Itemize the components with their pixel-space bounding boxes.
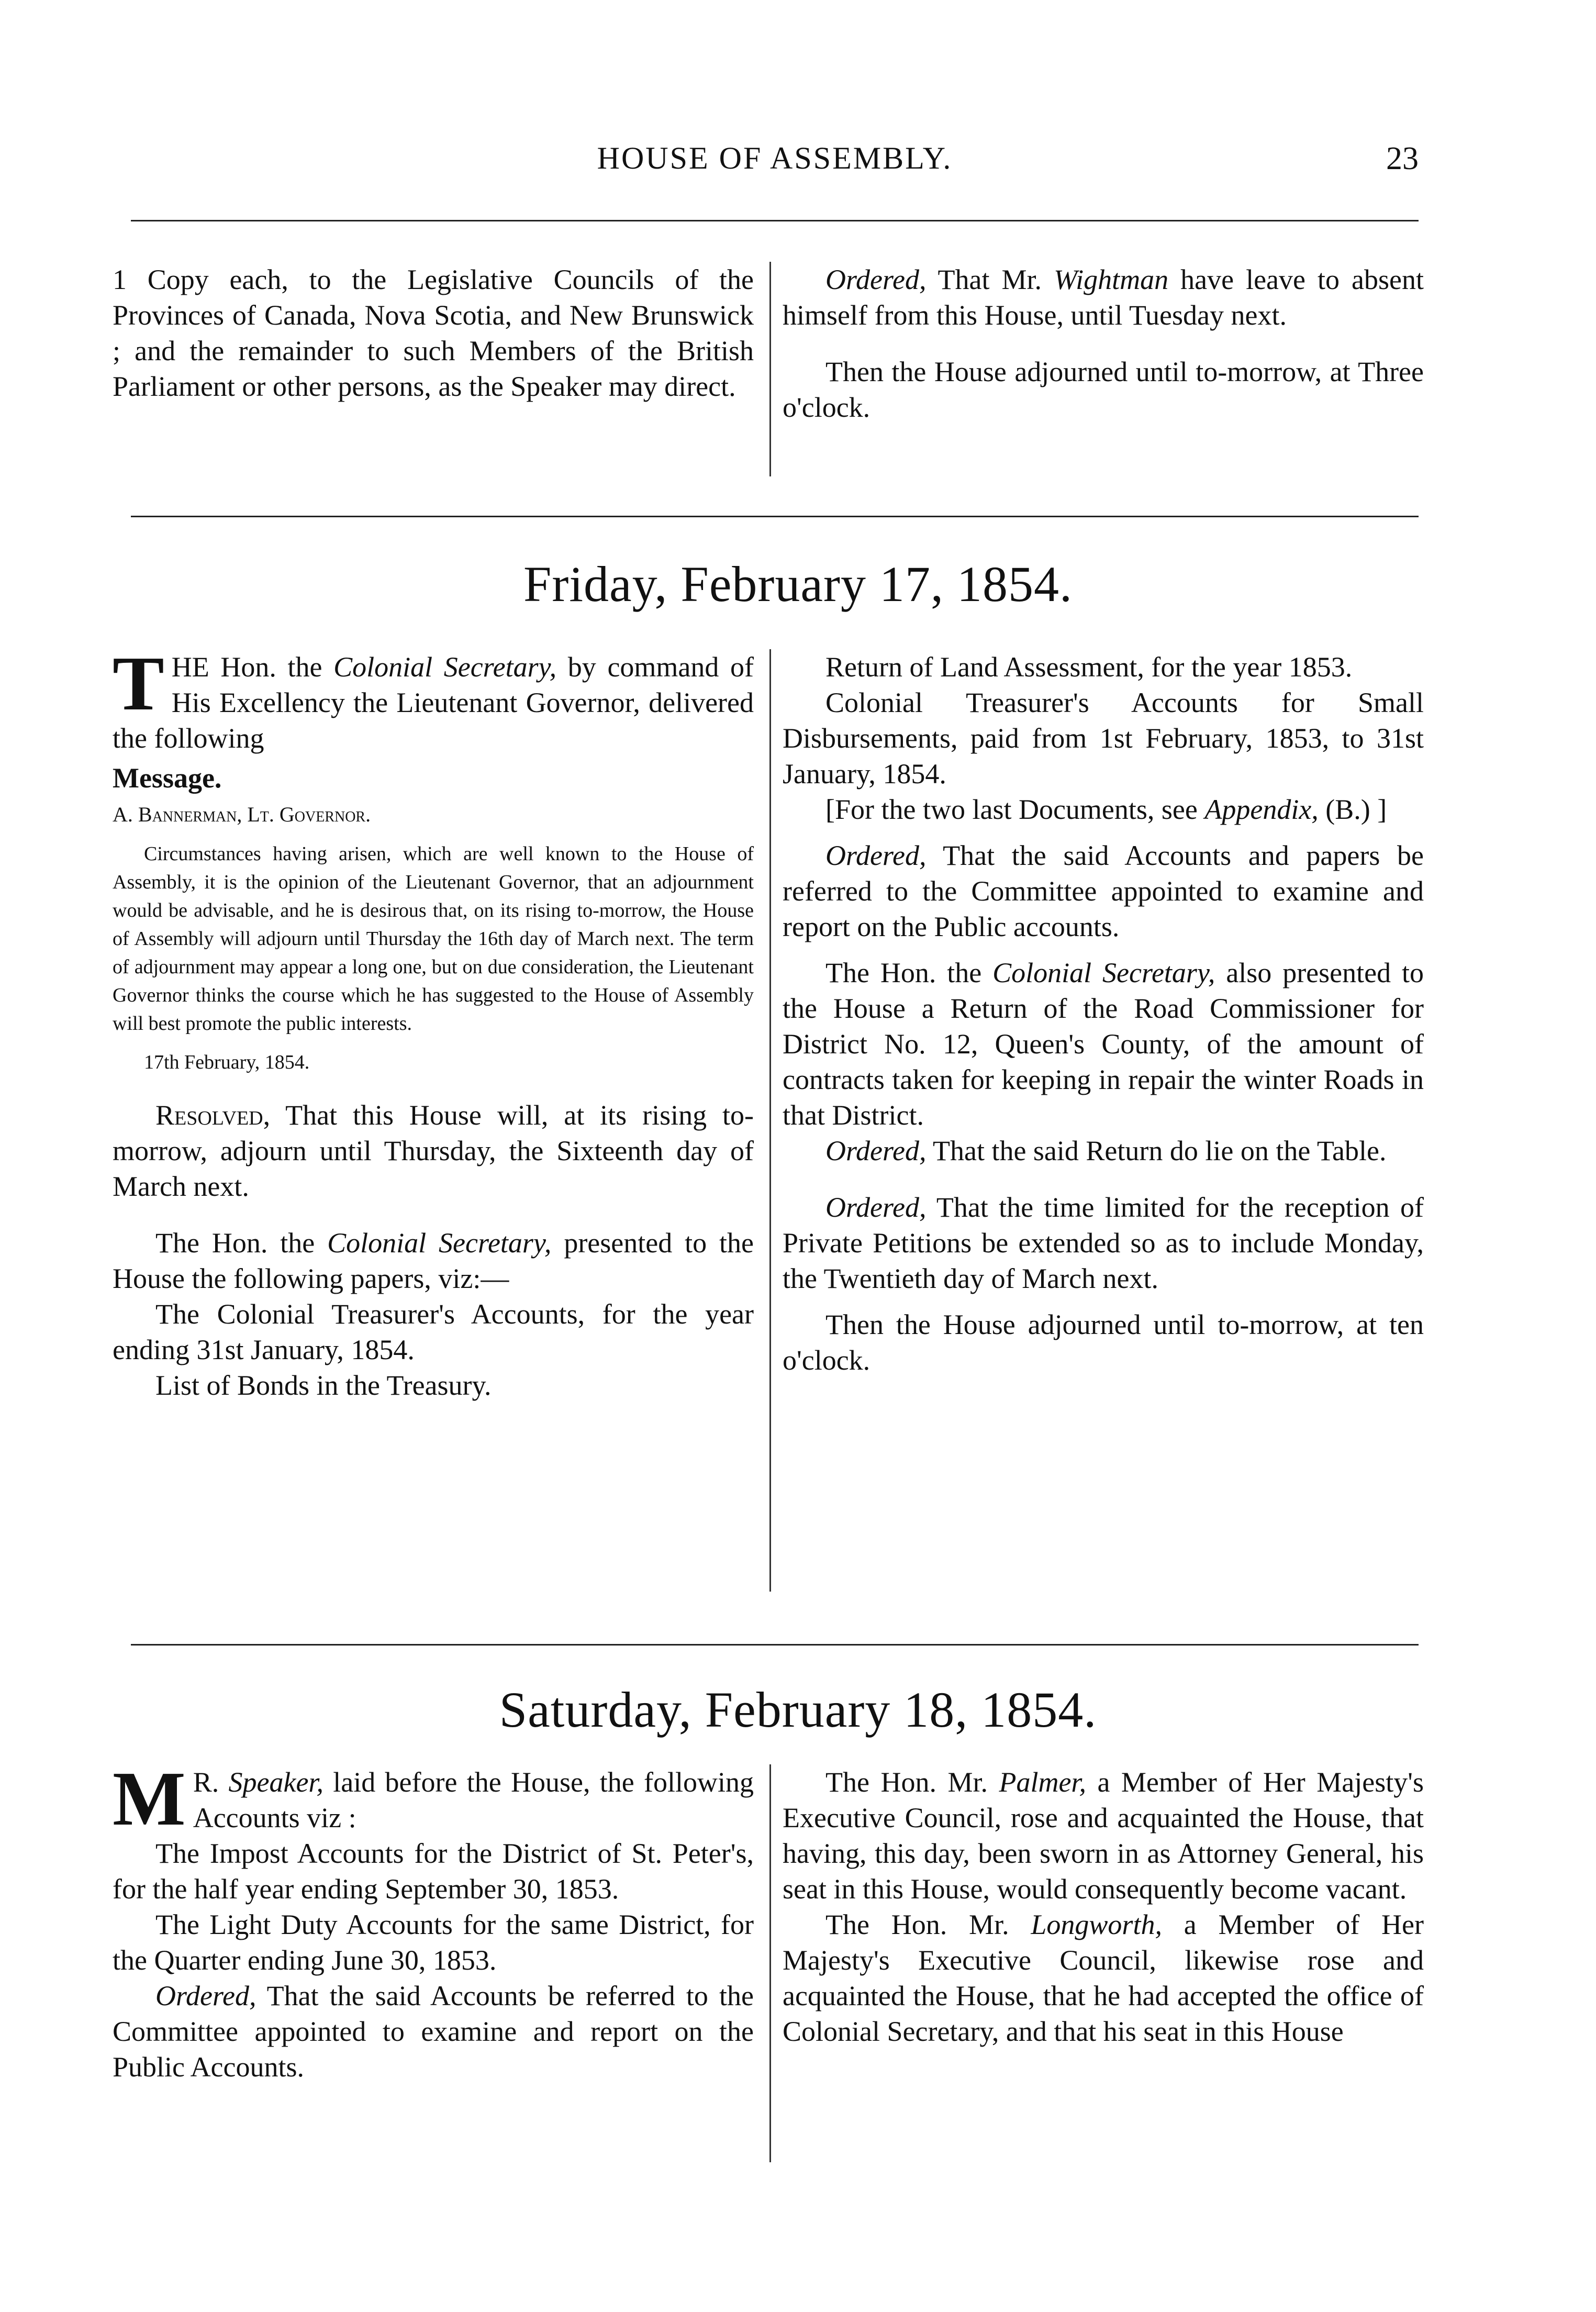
road-return-paragraph xyxy=(783,955,1424,1133)
opening-paragraph xyxy=(113,1756,754,1842)
text-run: [For the two last Documents, see xyxy=(825,794,1205,825)
text-run: The Hon. Mr. xyxy=(825,1909,1031,1940)
member-name: Palmer, xyxy=(999,1766,1086,1798)
palmer-paragraph xyxy=(783,1764,1424,1907)
officer-title: Colonial Secretary, xyxy=(333,651,557,683)
column-divider xyxy=(769,1764,771,2162)
section-rule xyxy=(131,516,1419,517)
friday-left-column xyxy=(113,641,754,1403)
top-left-column xyxy=(113,262,754,404)
resolved-lead: Resolved, xyxy=(155,1099,271,1131)
text-run: That the said Return do lie on the Table. xyxy=(926,1135,1387,1166)
text-run: That the said Accounts and papers be referred to the Committee appointed to examine and report on the Public accounts. xyxy=(783,840,1424,942)
text-run: laid before the House, the following Accounts viz : xyxy=(193,1766,754,1833)
text-run: The Hon. Mr. xyxy=(825,1766,999,1798)
ordered-lead: Ordered, xyxy=(155,1980,256,2011)
text-run: That Mr. xyxy=(926,264,1054,295)
saturday-section xyxy=(113,1756,1432,2183)
adjournment-paragraph: Then the House adjourned until to-morrow, at Three o'clock. xyxy=(783,356,1424,423)
distribution-paragraph: 1 Copy each, to the Legislative Councils of the Provinces of Canada, Nova Scotia, and New Brunswick ; and the remainder to such Members of the British Parliament or other persons, as the Speaker may direct. xyxy=(113,264,754,402)
text-run: The Hon. the xyxy=(155,1227,328,1259)
running-head xyxy=(131,140,1419,187)
ordered-lead: Ordered, xyxy=(825,840,927,871)
text-run: That the time limited for the reception of Private Petitions be extended so as to include Monday, the Twentieth day of March next. xyxy=(783,1192,1424,1294)
presented-papers-paragraph xyxy=(113,1225,754,1296)
member-name: Wightman xyxy=(1054,264,1169,295)
return-paragraph: Return of Land Assessment, for the year 1853. xyxy=(825,651,1353,683)
text-run: presented to the House the following papers, viz:— xyxy=(113,1227,754,1294)
message-text: Circumstances having arisen, which are well known to the House of Assembly, it is the opinion of the Lieutenant Governor, that an adjournment would be advisable, and he is desirous that, on its rising to-morrow, the House of Assembly will adjourn until Thursday the 16th day of March next. The term of adjournment may appear a long one, but on due consideration, the Lieutenant Governor thinks the course which he has suggested to the House of Assembly will best promote the public interests. xyxy=(113,843,754,1035)
ordered-paragraph xyxy=(783,1133,1424,1169)
impost-paragraph: The Impost Accounts for the District of St. Peter's, for the half year ending September 30, 1853. xyxy=(113,1838,754,1905)
friday-heading: Friday, February 17, 1854. xyxy=(523,556,1073,612)
text-run: a Member of Her Majesty's Executive Council, rose and acquainted the House, that having, this day, been sworn in as Attorney General, his seat in this House, would consequently become vacant. xyxy=(783,1766,1424,1905)
message-heading: Message. xyxy=(113,762,222,794)
appendix-note xyxy=(783,792,1424,827)
longworth-paragraph xyxy=(783,1907,1424,2049)
officer-title: Colonial Secretary, xyxy=(992,957,1215,988)
text-run: The Hon. the xyxy=(825,957,993,988)
text-run: HE Hon. the xyxy=(171,651,334,683)
text-run: by command of His Excellency the Lieutenant Governor, delivered the following xyxy=(113,651,754,754)
text-run: have leave to absent himself from this House, until Tuesday next. xyxy=(783,264,1424,331)
adjournment-paragraph: Then the House adjourned until to-morrow, at ten o'clock. xyxy=(783,1309,1424,1376)
message-date: 17th February, 1854. xyxy=(144,1051,310,1073)
text-run: a Member of Her Majesty's Executive Council, likewise rose and acquainted the House, that he had accepted the office of Colonial Secretary, and that his seat in this House xyxy=(783,1909,1424,2047)
ordered-paragraph xyxy=(783,838,1424,944)
friday-section xyxy=(113,641,1432,1618)
header-rule xyxy=(131,220,1419,221)
ordered-lead: Ordered, xyxy=(825,264,927,295)
friday-right-column xyxy=(783,649,1424,1378)
text-run: That this House will, at its rising to-morrow, adjourn until Thursday, the Sixteenth day of March next. xyxy=(113,1099,754,1202)
section-rule xyxy=(131,1644,1419,1646)
ordered-lead: Ordered, xyxy=(825,1135,927,1166)
column-divider xyxy=(769,649,771,1592)
text-run: also presented to the House a Return of the Road Commissioner for District No. 12, Queen's County, of the amount of contracts taken for keeping in repair the winter Roads in that District. xyxy=(783,957,1424,1131)
message-signature: A. Bannerman, Lt. Governor. xyxy=(113,803,371,826)
member-name: Longworth, xyxy=(1031,1909,1162,1940)
officer-title: Speaker, xyxy=(228,1766,323,1798)
column-divider xyxy=(769,262,771,476)
ordered-paragraph xyxy=(113,1978,754,2085)
paper-item: List of Bonds in the Treasury. xyxy=(155,1370,492,1401)
page-number: 23 xyxy=(1386,141,1419,176)
saturday-right-column xyxy=(783,1764,1424,2049)
treasurer-paragraph: Colonial Treasurer's Accounts for Small Disbursements, paid from 1st February, 1853, to 31st January, 1854. xyxy=(783,687,1424,790)
ordered-paragraph xyxy=(783,1190,1424,1296)
top-right-column xyxy=(783,262,1424,425)
text-run: R. xyxy=(193,1766,229,1798)
saturday-heading: Saturday, February 18, 1854. xyxy=(499,1682,1097,1738)
paper-item: The Colonial Treasurer's Accounts, for the year ending 31st January, 1854. xyxy=(113,1298,754,1365)
ordered-lead: Ordered, xyxy=(825,1192,927,1223)
text-run: That the said Accounts be referred to the Committee appointed to examine and report on the Public Accounts. xyxy=(113,1980,754,2083)
light-duty-paragraph: The Light Duty Accounts for the same District, for the Quarter ending June 30, 1853. xyxy=(113,1909,754,1976)
opening-paragraph xyxy=(113,641,754,756)
officer-title: Colonial Secretary, xyxy=(327,1227,552,1259)
resolved-paragraph xyxy=(113,1097,754,1204)
drop-cap: T xyxy=(113,641,164,727)
text-run: (B.) ] xyxy=(1318,794,1387,825)
wightman-leave-paragraph xyxy=(783,262,1424,333)
drop-cap: M xyxy=(113,1756,186,1842)
appendix-ref: Appendix, xyxy=(1204,794,1319,825)
saturday-left-column xyxy=(113,1756,754,2085)
running-title: HOUSE OF ASSEMBLY. xyxy=(597,141,953,175)
top-section xyxy=(113,262,1432,482)
